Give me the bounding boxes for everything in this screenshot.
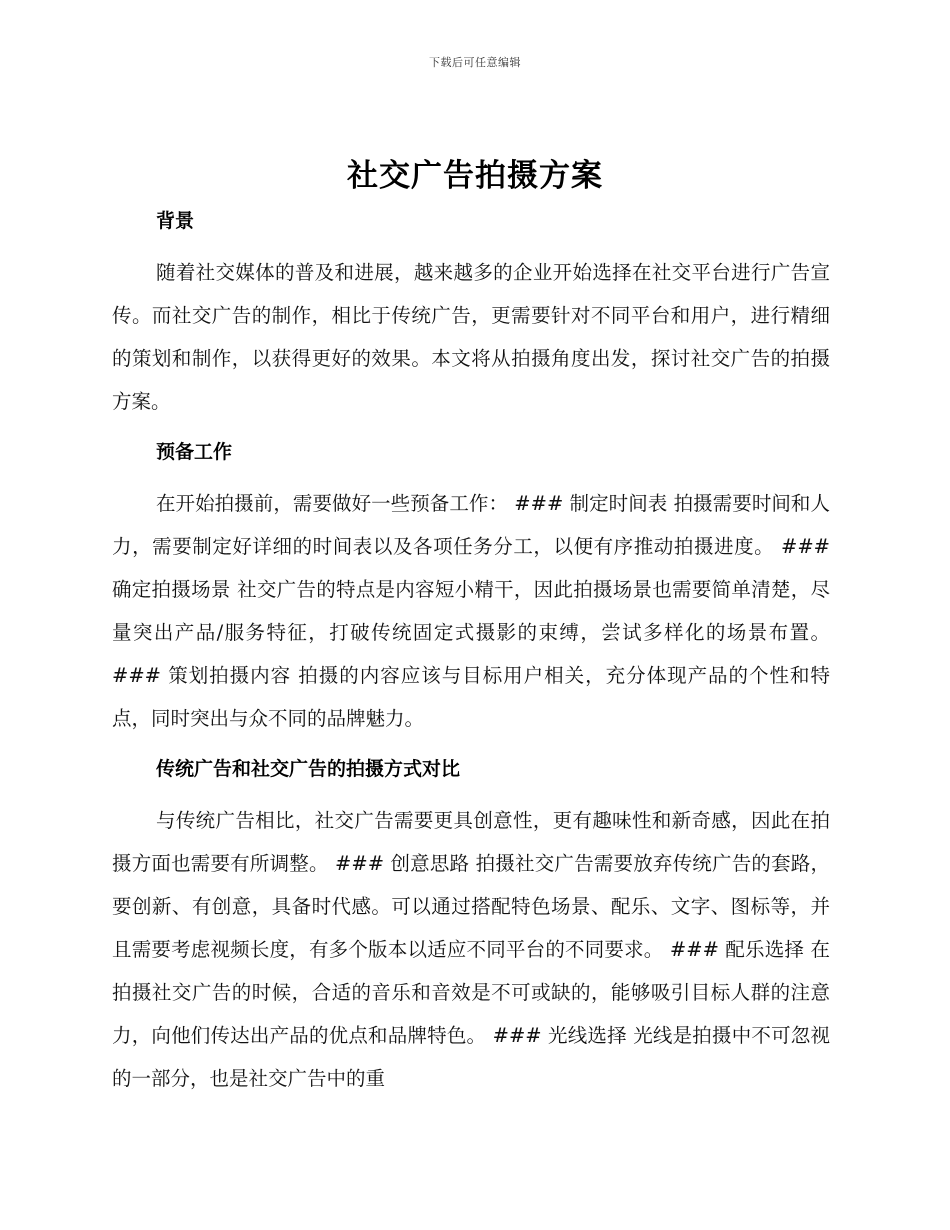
- section-paragraph: 在开始拍摄前，需要做好一些预备工作： ### 制定时间表 拍摄需要时间和人力，需要制定好详细的时间表以及各项任务分工，以便有序推动拍摄进度。 ### 确定拍摄场景 社交广告的特点是内容短小精干，因此拍摄场景也需要简单清楚，尽量突出产品/服务特征，打破传统固定式摄影的束缚，尝试多样化的场景布置。 ### 策划拍摄内容 拍摄的内容应该与目标用户相关，充分体现产品的个性和特点，同时突出与众不同的品牌魅力。: [112, 492, 830, 730]
- section-heading: 背景: [156, 210, 195, 232]
- section-paragraph: 随着社交媒体的普及和进展，越来越多的企业开始选择在社交平台进行广告宣传。而社交广告的制作，相比于传统广告，更需要针对不同平台和用户，进行精细的策划和制作，以获得更好的效果。本文将从拍摄角度出发，探讨社交广告的拍摄方案。: [112, 261, 830, 413]
- section-comparison: [112, 750, 830, 1100]
- section-heading: 预备工作: [156, 441, 233, 463]
- section-paragraph: 与传统广告相比，社交广告需要更具创意性，更有趣味性和新奇感，因此在拍摄方面也需要有所调整。 ### 创意思路 拍摄社交广告需要放弃传统广告的套路，要创新、有创意，具备时代感。可以通过搭配特色场景、配乐、文字、图标等，并且需要考虑视频长度，有多个版本以适应不同平台的不同要求。 ### 配乐选择 在拍摄社交广告的时候，合适的音乐和音效是不可或缺的，能够吸引目标人群的注意力，向他们传达出产品的优点和品牌特色。 ### 光线选择 光线是拍摄中不可忽视的一部分，也是社交广告中的重: [112, 809, 830, 1090]
- document-title: 社交广告拍摄方案: [347, 158, 603, 194]
- page-header-note: 下载后可任意编辑: [429, 56, 521, 69]
- document-body: [112, 202, 830, 1110]
- section-preparation: [112, 433, 830, 740]
- section-background: [112, 202, 830, 423]
- section-heading: 传统广告和社交广告的拍摄方式对比: [156, 758, 461, 780]
